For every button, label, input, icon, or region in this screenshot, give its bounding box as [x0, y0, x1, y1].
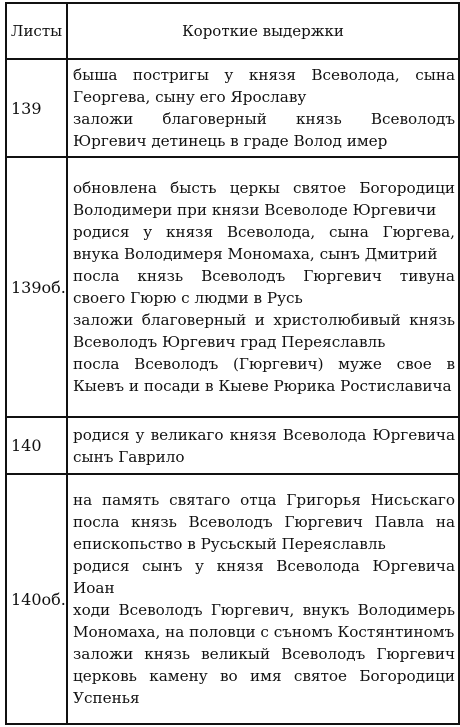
sheet-number: 140об.: [6, 474, 67, 724]
excerpt-entry: на память святаго отца Григорья Нисьскаго посла князь Всеволодъ Гюргевич Павла на епископьство в Русьскый Переяславль: [73, 491, 455, 553]
excerpt-entry: обновлена бысть церкы святое Богородици Володимери при князи Всеволоде Юргевичи: [73, 179, 455, 219]
excerpts-table-container: [5, 2, 458, 725]
excerpt-entry: заложи благоверный и христолюбивый князь Всеволодъ Юргевич град Переяславль: [73, 311, 455, 351]
excerpt-entry: родися у князя Всеволода, сына Гюргева, внука Володимеря Мономаха, сынъ Дмитрий: [73, 223, 455, 263]
excerpt-cell: [67, 157, 459, 417]
sheet-number: 140: [6, 417, 67, 474]
sheet-number: 139: [6, 59, 67, 157]
sheet-number: 139об.: [6, 157, 67, 417]
table-row: [6, 59, 459, 157]
sheets-column-header: Листы: [6, 3, 67, 59]
excerpt-entry: быша постригы у князя Всеволода, сына Георгева, сыну его Ярославу: [73, 66, 455, 106]
table-row: [6, 417, 459, 474]
excerpt-cell: [67, 474, 459, 724]
header-row: [6, 3, 459, 59]
excerpt-cell: [67, 59, 459, 157]
table-row: [6, 474, 459, 724]
excerpt-cell: [67, 417, 459, 474]
excerpt-entry: посла князь Всеволодъ Гюргевич тивуна своего Гюрю с людми в Русь: [73, 267, 455, 307]
excerpt-entry: заложи благоверный князь Всеволодъ Юргевич детинець в граде Волод имер: [73, 110, 455, 150]
excerpt-entry: ходи Всеволодъ Гюргевич, внукъ Володимерь Мономаха, на половци с съномъ Костянтиномъ: [73, 601, 455, 641]
excerpt-entry: родися у великаго князя Всеволода Юргевича сынъ Гаврило: [73, 425, 455, 466]
excerpts-column-header: Короткие выдержки: [67, 3, 459, 59]
excerpts-table: [5, 2, 460, 725]
excerpt-entry: посла Всеволодъ (Гюргевич) муже свое в Кыевъ и посади в Кыеве Рюрика Ростиславича: [73, 355, 455, 395]
excerpt-entry: заложи князь великый Всеволодъ Гюргевич церковь камену во имя святое Богородици Успенья: [73, 645, 455, 707]
excerpt-entry: родися сынъ у князя Всеволода Юргевича Иоан: [73, 557, 455, 597]
table-row: [6, 157, 459, 417]
